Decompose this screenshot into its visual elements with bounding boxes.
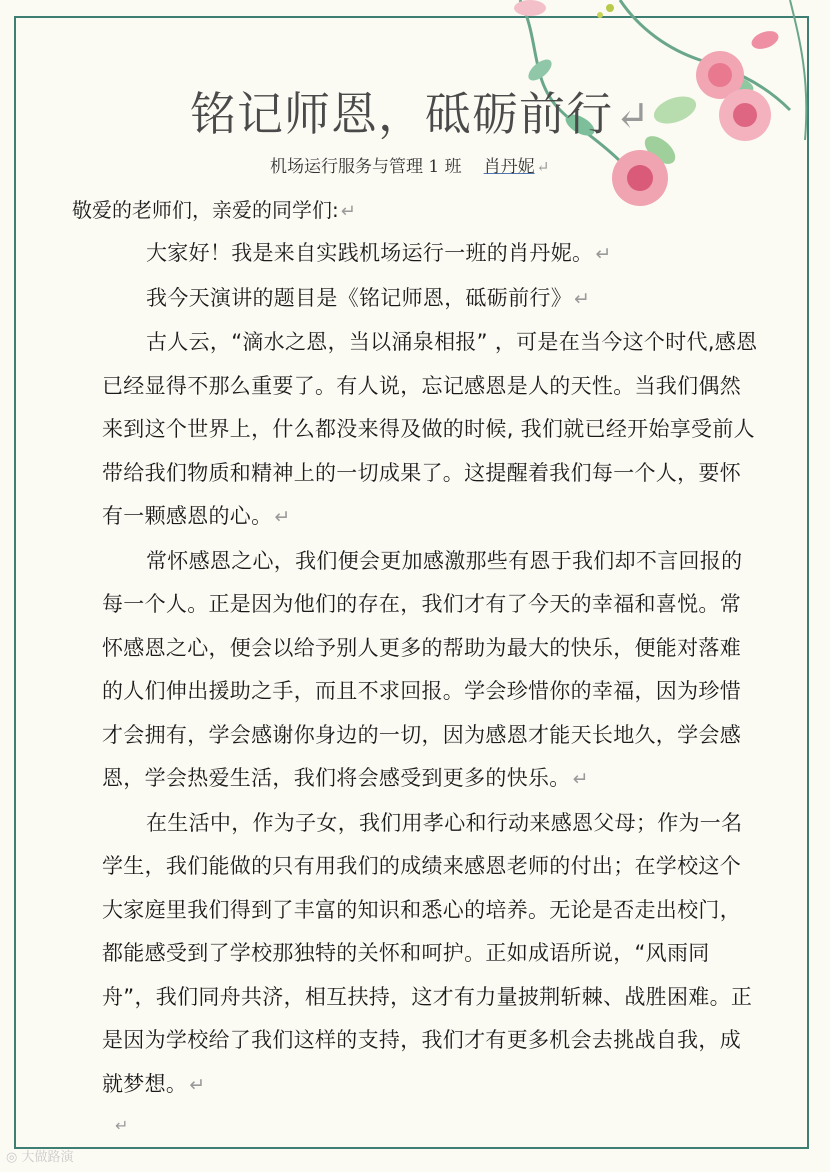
paragraph-greeting: 大家好！我是来自实践机场运行一班的肖丹妮。 ↵ bbox=[146, 241, 612, 265]
document-title: 铭记师恩，砥砺前行↵ bbox=[190, 87, 651, 141]
paragraph-mark-icon: ↵ bbox=[189, 1073, 206, 1096]
paragraph-mark-icon: ↵ bbox=[572, 768, 589, 790]
paragraph-mark-icon: ↵ bbox=[615, 92, 651, 140]
salutation: 敬爱的老师们，亲爱的同学们: ↵ bbox=[72, 198, 356, 222]
paragraph-mark-icon: ↵ bbox=[274, 506, 291, 528]
paragraph-topic: 我今天演讲的题目是《铭记师恩，砥砺前行》 ↵ bbox=[146, 285, 591, 310]
author-name: 肖丹妮 bbox=[483, 157, 535, 177]
paragraph-gratitude: 古人云，“滴水之恩，当以涌泉相报” ，可是在当今这个时代,感恩已经显得不那么重要了。有人说，忘记感恩是人的天性。当我们偶然来到这个世界上，什么都没来得及做的时候, 我们就已经开始享受前人带给我们物质和精神上的一切成果了。这提醒着我们每一个人，要怀有一颗感恩的心。 ↵ bbox=[102, 330, 758, 528]
paragraph-mark-icon: ↵ bbox=[536, 158, 550, 176]
paragraph-mark-icon: ↵ bbox=[595, 243, 612, 265]
watermark: ◎ 大做路演 bbox=[6, 1150, 74, 1165]
class-name: 机场运行服务与管理 1 班 bbox=[270, 157, 462, 177]
paragraph-mark-icon: ↵ bbox=[574, 287, 591, 310]
paragraph-mark-icon: ↵ bbox=[115, 1116, 129, 1135]
paragraph-grateful-heart: 常怀感恩之心，我们便会更加感激那些有恩于我们却不言回报的每一个人。正是因为他们的存在，我们才有了今天的幸福和喜悦。常怀感恩之心，便会以给予别人更多的帮助为最大的快乐，便能对落难的人们伸出援助之手，而且不求回报。学会珍惜你的幸福，因为珍惜才会拥有，学会感谢你身边的一切，因为感恩才能天长地久，学会感恩，学会热爱生活，我们将会感受到更多的快乐。 ↵ bbox=[102, 548, 743, 790]
watermark-logo-icon: ◎ bbox=[6, 1150, 22, 1165]
paragraph-mark-icon: ↵ bbox=[340, 201, 356, 222]
document-subtitle bbox=[270, 152, 549, 177]
speech-body bbox=[102, 232, 762, 1107]
paragraph-school-life: 在生活中，作为子女，我们用孝心和行动来感恩父母；作为一名学生，我们能做的只有用我们的成绩来感恩老师的付出；在学校这个大家庭里我们得到了丰富的知识和悉心的培养。无论是否走出校门，都能感受到了学校那独特的关怀和呵护。正如成语所说，“风雨同舟”，我们同舟共济，相互扶持，这才有力量披荆斩棘、战胜困难。正是因为学校给了我们这样的支持，我们才有更多机会去挑战自我，成就梦想。 ↵ bbox=[102, 810, 753, 1096]
